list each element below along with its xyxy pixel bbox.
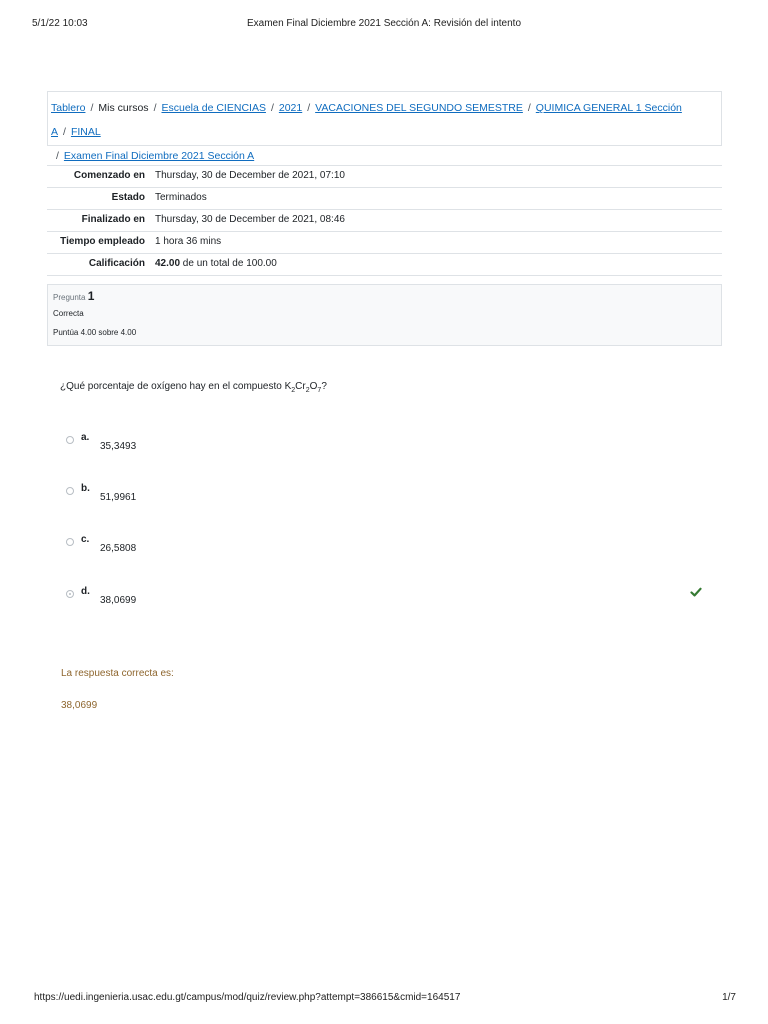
subscript: 7 bbox=[317, 387, 322, 394]
summary-row bbox=[47, 232, 722, 254]
question-state: Correcta bbox=[53, 309, 84, 318]
summary-value: Thursday, 30 de December de 2021, 08:46 bbox=[151, 210, 722, 232]
question-text-part: O bbox=[309, 381, 318, 392]
summary-value: 1 hora 36 mins bbox=[151, 232, 722, 254]
breadcrumb-item-year[interactable]: 2021 bbox=[278, 102, 303, 114]
correct-answer-label: La respuesta correcta es: bbox=[61, 668, 174, 679]
option-letter: b. bbox=[81, 483, 90, 494]
option-letter: c. bbox=[81, 534, 90, 545]
summary-key: Calificación bbox=[47, 254, 151, 276]
summary-row bbox=[47, 188, 722, 210]
option-value: 26,5808 bbox=[100, 543, 137, 554]
breadcrumb-item-course[interactable]: QUIMICA GENERAL 1 Sección A bbox=[51, 102, 682, 138]
grade-suffix: de un total de 100.00 bbox=[180, 258, 277, 269]
subscript: 2 bbox=[291, 387, 296, 394]
print-footer bbox=[34, 992, 736, 1006]
question-text-part: ? bbox=[321, 381, 327, 392]
print-title: Examen Final Diciembre 2021 Sección A: Revisión del intento bbox=[246, 18, 522, 29]
subscript: 2 bbox=[305, 387, 310, 394]
breadcrumb-item-exam[interactable]: Examen Final Diciembre 2021 Sección A bbox=[63, 150, 255, 162]
print-page-number: 1/7 bbox=[722, 992, 736, 1003]
option-value: 38,0699 bbox=[100, 595, 137, 606]
question-label: Pregunta bbox=[53, 293, 86, 302]
question-number-value: 1 bbox=[87, 289, 95, 303]
summary-row bbox=[47, 166, 722, 188]
breadcrumb-item-escuela[interactable]: Escuela de CIENCIAS bbox=[161, 102, 266, 114]
print-header bbox=[32, 18, 736, 32]
breadcrumb-separator: / bbox=[90, 102, 94, 114]
summary-row-grade bbox=[47, 254, 722, 276]
question-number bbox=[53, 289, 716, 303]
breadcrumb-item-final[interactable]: FINAL bbox=[70, 126, 101, 138]
question-text bbox=[60, 381, 327, 394]
option-value: 51,9961 bbox=[100, 492, 137, 503]
breadcrumb-item-tablero[interactable]: Tablero bbox=[51, 102, 86, 114]
radio-icon[interactable] bbox=[66, 590, 74, 598]
attempt-summary-table bbox=[47, 165, 722, 276]
print-url: https://uedi.ingenieria.usac.edu.gt/campus/mod/quiz/review.php?attempt=386615&cmid=164517 bbox=[34, 992, 461, 1003]
summary-key: Finalizado en bbox=[47, 210, 151, 232]
summary-key: Tiempo empleado bbox=[47, 232, 151, 254]
summary-row bbox=[47, 210, 722, 232]
summary-key: Comenzado en bbox=[47, 166, 151, 188]
option-value: 35,3493 bbox=[100, 441, 137, 452]
summary-value bbox=[151, 254, 722, 276]
radio-icon[interactable] bbox=[66, 538, 74, 546]
print-datetime: 5/1/22 10:03 bbox=[32, 18, 88, 29]
breadcrumb-separator: / bbox=[56, 150, 59, 162]
question-info-box bbox=[47, 284, 722, 346]
breadcrumb-separator: / bbox=[307, 102, 311, 114]
breadcrumb-item-mis-cursos: Mis cursos bbox=[98, 102, 149, 114]
radio-icon[interactable] bbox=[66, 487, 74, 495]
grade-value: 42.00 bbox=[155, 258, 181, 269]
check-icon bbox=[690, 586, 702, 598]
breadcrumb-separator: / bbox=[527, 102, 531, 114]
correct-answer-value: 38,0699 bbox=[61, 700, 98, 711]
breadcrumb-separator: / bbox=[63, 126, 66, 138]
breadcrumb-item-vacaciones[interactable]: VACACIONES DEL SEGUNDO SEMESTRE bbox=[315, 102, 523, 114]
option-letter: d. bbox=[81, 586, 90, 597]
summary-value: Terminados bbox=[151, 188, 722, 210]
question-grade: Puntúa 4.00 sobre 4.00 bbox=[53, 328, 137, 337]
option-letter: a. bbox=[81, 432, 90, 443]
breadcrumb-separator: / bbox=[270, 102, 274, 114]
summary-value: Thursday, 30 de December de 2021, 07:10 bbox=[151, 166, 722, 188]
breadcrumb bbox=[47, 91, 722, 162]
question-text-part: ¿Qué porcentaje de oxígeno hay en el compuesto K bbox=[60, 381, 292, 392]
breadcrumb-separator: / bbox=[153, 102, 157, 114]
question-text-part: Cr bbox=[295, 381, 306, 392]
radio-icon[interactable] bbox=[66, 436, 74, 444]
summary-key: Estado bbox=[47, 188, 151, 210]
